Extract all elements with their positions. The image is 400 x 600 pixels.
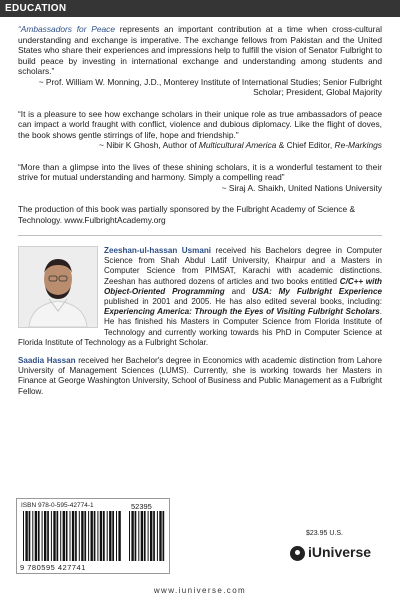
- quote-2-attr-prefix: ~ Nibir K Ghosh, Author of: [99, 140, 199, 150]
- author-bio-1: [18, 246, 382, 356]
- author-1-name: Zeeshan-ul-hassan Usmani: [104, 246, 212, 255]
- quote-3: [18, 162, 382, 194]
- author-portrait-icon: [19, 247, 97, 327]
- publisher-website: www.iuniverse.com: [153, 586, 247, 595]
- isbn-barcode: [16, 498, 170, 574]
- quote-1: [18, 24, 382, 98]
- bio-2-body: received her Bachelor's degree in Economics with academic distinction from Lahore University of Management Sciences (LUMS). Currently, she is working towards her Masters in Finance at George Washington University, School of Business and Public Management as a Fulbright Fellow.: [18, 356, 383, 396]
- quote-2-text: “It is a pleasure to see how exchange scholars in their unique role as true ambassadors of peace can impact a world fraught with conflict, violence and dubious diplomacy. Like the flight of doves, the book shows gentle stirrings of life, hope and friendship.”: [18, 108, 382, 140]
- production-note: The production of this book was partially sponsored by the Fulbright Academy of Science & Technology. www.FulbrightAcademy.org: [18, 204, 356, 225]
- author-2-name: Saadia Hassan: [18, 356, 76, 366]
- quote-2: [18, 109, 382, 151]
- quote-3-text: “More than a glimpse into the lives of these shining scholars, it is a wonderful testament to their strive for mutual understanding and harmony. Simply a compelling read”: [18, 161, 382, 182]
- quote-2-attr-journal: Re-Markings: [334, 140, 382, 150]
- bio-1-part3: published in 2001 and 2005. He has also edited several books, including:: [104, 297, 382, 307]
- back-cover-content: [18, 24, 382, 405]
- author-photo: [18, 246, 98, 328]
- publisher-logo: [290, 544, 386, 564]
- quote-1-lead: “Ambassadors for Peace: [18, 24, 115, 34]
- iuniverse-logo-icon: [290, 546, 305, 561]
- bio-1-part2: and: [224, 286, 252, 296]
- barcode-digits: 9 780595 427741: [20, 563, 86, 572]
- bio-1-part4: . He has finished his Masters in Computer Science from Florida Institute of Technology and currently working towards his PhD in Computer Science at Florida Institute of Technology as a Fulbright Scholar.: [18, 307, 382, 347]
- bio-1-part1: received his Bachelors degree in Computer Science from Shah Abdul Latif University, Khairpur and a Masters in Computer Science from PIMSAT, Karachi with academic distinctions. Zeeshan has authored dozens of articles and two books entitled: [104, 246, 382, 286]
- bio-1-book2: USA: My Fulbright Experience: [252, 286, 382, 296]
- isbn-label: ISBN 978-0-595-42774-1: [21, 502, 94, 509]
- quote-2-attribution: [18, 140, 382, 151]
- bio-1-book3: Experiencing America: Through the Eyes of Visiting Fulbright Scholars: [104, 307, 380, 317]
- price-code: 52395: [131, 502, 152, 511]
- retail-price: $23.95 U.S.: [306, 530, 343, 537]
- quote-1-text: [18, 24, 382, 77]
- quote-2-attr-book: Multicultural America: [198, 140, 277, 150]
- barcode-bars-icon: [23, 511, 123, 561]
- quote-2-attr-mid: & Chief Editor,: [276, 140, 335, 150]
- author-bio-2-text: [18, 356, 382, 397]
- quote-1-attribution: ~ Prof. William W. Monning, J.D., Monterey Institute of International Studies; Senior Fulbright Scholar; President, Global Majority: [38, 76, 382, 97]
- barcode-addon-bars-icon: [129, 511, 165, 561]
- quote-3-attribution: ~ Siraj A. Shaikh, United Nations University: [221, 182, 382, 193]
- bio-1-book1: C/C++ with Object-Oriented Programming: [104, 276, 382, 296]
- quote-1-body: represents an important contribution at a time when cross-cultural understanding and exchange is imperative. The exchange fellows from Pakistan and the United States who share their experiences and impressions help to fulfill the vision of Senator Fulbright to build peace by investing in international exchange and understanding among students and scholars.”: [18, 24, 382, 76]
- publisher-logo-text: iUniverse: [308, 544, 372, 560]
- category-header: EDUCATION: [0, 0, 400, 17]
- divider: [18, 235, 382, 236]
